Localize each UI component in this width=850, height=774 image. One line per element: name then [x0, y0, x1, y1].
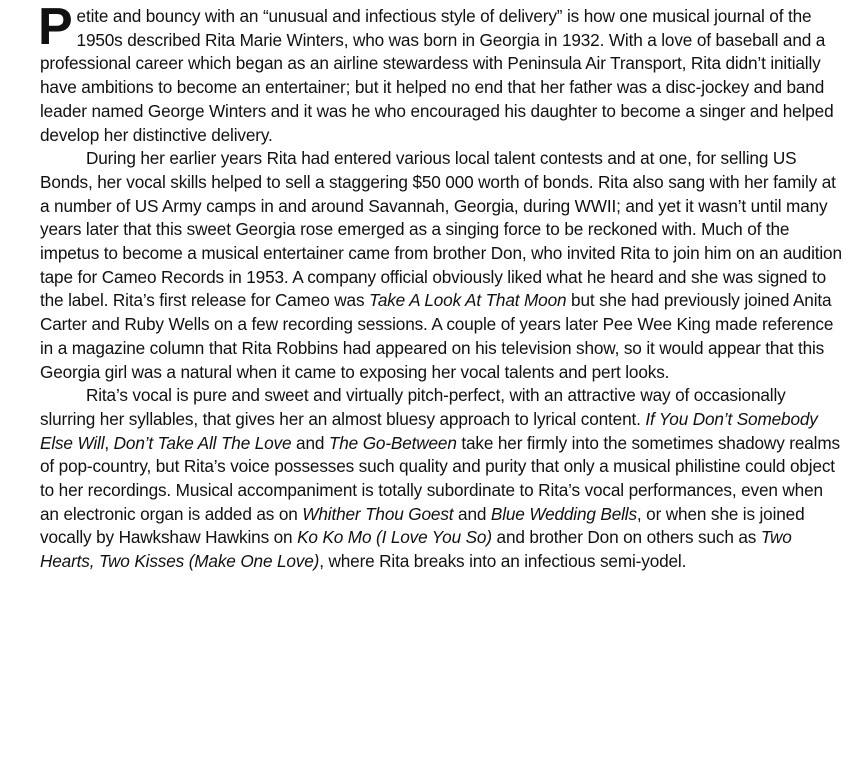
- paragraph-3: [40, 384, 844, 574]
- song-title: If You Don’t Somebody Else Will: [40, 408, 818, 453]
- article-body: [38, 0, 844, 574]
- paragraph-3-text-e: and: [453, 503, 491, 524]
- song-title: Take A Look At That Moon: [369, 290, 567, 311]
- drop-cap: P: [38, 0, 73, 56]
- paragraph-3-text-b: ,: [104, 432, 114, 453]
- paragraph-1-text: etite and bouncy with an “unusual and infectious style of delivery” is how one musical journal of the 1950s described Rita Marie Winters, who was born in Georgia in 1932. With a love of baseball and a professional career which began as an airline stewardess with Peninsula Air Transport, Rita didn’t initially have ambitions to become an entertainer; but it helped no end that her father was a disc-jockey and band leader named George Winters and it was he who encouraged his daughter to become a singer and helped develop her distinctive delivery.: [40, 6, 834, 145]
- song-title: Blue Wedding Bells: [490, 503, 637, 524]
- paragraph-3-text-f: , or when she is joined vocally by Hawkshaw Hawkins on: [40, 503, 805, 548]
- paragraph-2: [40, 147, 844, 384]
- song-title: Whither Thou Goest: [302, 503, 454, 524]
- song-title: The Go-Between: [328, 432, 457, 453]
- paragraph-3-text-h: , where Rita breaks into an infectious semi-yodel.: [319, 551, 687, 572]
- paragraph-3-text-c: and: [291, 432, 329, 453]
- paragraph-3-text-d: take her firmly into the sometimes shadowy realms of pop-country, but Rita’s voice possesses such quality and purity that only a musical philistine could object to her recordings. Musical accompaniment is totally subordinate to Rita’s vocal performances, even when an electronic organ is added as on: [40, 432, 840, 524]
- paragraph-3-text-a: Rita’s vocal is pure and sweet and virtually pitch-perfect, with an attractive way of occasionally slurring her syllables, that gives her an almost bluesy approach to lyrical content.: [40, 385, 786, 429]
- paragraph-3-text-g: and brother Don on others such as: [491, 527, 761, 548]
- paragraph-1: [38, 0, 844, 147]
- paragraph-2-text-a: During her earlier years Rita had entered various local talent contests and at one, for selling US Bonds, her vocal skills helped to sell a staggering $50 000 worth of bonds. Rita also sang with her family at a number of US Army camps in and around Savannah, Georgia, during WWII; and yet it wasn’t until many years later that this sweet Georgia rose emerged as a singing force to be reckoned with. Much of the impetus to become a musical entertainer came from brother Don, who invited Rita to join him on an audition tape for Cameo Records in 1953. A company official obviously liked what he heard and she was signed to the label. Rita’s first release for Cameo was: [40, 148, 842, 311]
- song-title: Two Hearts, Two Kisses (Make One Love): [40, 527, 792, 572]
- song-title: Don’t Take All The Love: [113, 432, 292, 453]
- song-title: Ko Ko Mo (I Love You So): [297, 527, 492, 548]
- paragraph-2-text-b: but she had previously joined Anita Carter and Ruby Wells on a few recording sessions. A couple of years later Pee Wee King made reference in a magazine column that Rita Robbins had appeared on his television show, so it would appear that this Georgia girl was a natural when it came to exposing her vocal talents and pert looks.: [40, 290, 834, 382]
